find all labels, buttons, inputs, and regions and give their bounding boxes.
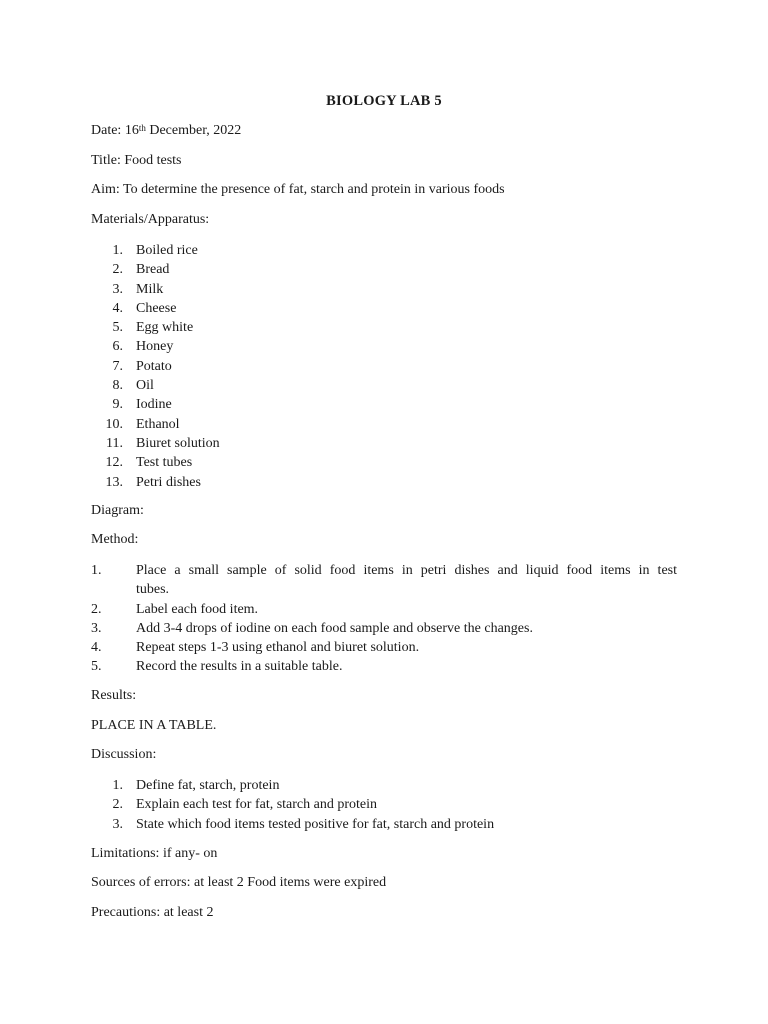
diagram-heading: Diagram:	[91, 503, 144, 518]
list-item-number: 3.	[112, 816, 123, 832]
list-item	[91, 376, 691, 395]
date-suffix: December, 2022	[145, 123, 242, 138]
date-prefix: Date: 16	[91, 123, 139, 138]
list-item-text: Ethanol	[136, 416, 180, 432]
list-item-number: 6.	[112, 339, 123, 355]
list-item	[91, 299, 691, 318]
list-item-text: Define fat, starch, protein	[136, 778, 280, 793]
date-line	[91, 122, 241, 140]
method-step-number: 2.	[91, 601, 102, 617]
list-item-text: Honey	[136, 339, 174, 355]
list-item-number: 4.	[112, 300, 123, 316]
document-title: BIOLOGY LAB 5	[326, 93, 442, 109]
list-item	[91, 415, 691, 434]
aim-line: Aim: To determine the presence of fat, starch and protein in various foods	[91, 182, 505, 197]
list-item-number: 8.	[112, 378, 123, 394]
list-item-text: Biuret solution	[136, 435, 220, 451]
list-item-text: Bread	[136, 262, 170, 278]
list-item-number: 11.	[106, 435, 123, 451]
list-item-text: Iodine	[136, 397, 172, 413]
method-step-number: 1.	[91, 563, 102, 578]
date-superscript: th	[138, 123, 146, 133]
list-item-text: Explain each test for fat, starch and protein	[136, 797, 378, 813]
list-item	[91, 434, 691, 453]
method-step-number: 3.	[91, 620, 102, 636]
list-item	[91, 453, 691, 472]
results-note: PLACE IN A TABLE.	[91, 718, 217, 733]
method-step-number: 5.	[91, 659, 102, 675]
list-item-number: 2.	[112, 262, 123, 278]
list-item-number: 3.	[112, 281, 123, 297]
list-item	[91, 280, 691, 299]
method-step-text: Repeat steps 1-3 using ethanol and biuret solution.	[136, 640, 420, 656]
method-step-text: Record the results in a suitable table.	[136, 659, 343, 675]
materials-heading: Materials/Apparatus:	[91, 212, 210, 227]
list-item-number: 1.	[112, 243, 123, 258]
list-item	[91, 395, 691, 414]
discussion-list	[91, 776, 691, 834]
limitations-line: Limitations: if any- on	[91, 846, 218, 861]
method-step	[91, 657, 681, 676]
list-item-number: 5.	[112, 320, 123, 336]
list-item-text: Boiled rice	[136, 243, 198, 258]
list-item	[91, 815, 691, 834]
method-list	[91, 561, 681, 677]
list-item-number: 1.	[112, 778, 123, 793]
list-item-number: 9.	[112, 397, 123, 413]
method-step-number: 4.	[91, 640, 102, 656]
method-step	[91, 600, 681, 619]
method-step	[91, 619, 681, 638]
list-item-text: State which food items tested positive for fat, starch and protein	[136, 816, 495, 832]
method-step-text: Add 3-4 drops of iodine on each food sample and observe the changes.	[136, 620, 533, 636]
list-item-text: Cheese	[136, 300, 177, 316]
materials-list	[91, 241, 691, 492]
list-item	[91, 318, 691, 337]
discussion-heading: Discussion:	[91, 747, 157, 762]
list-item-text: Egg white	[136, 320, 194, 336]
list-item	[91, 795, 691, 814]
list-item-number: 13.	[105, 474, 123, 490]
list-item-text: Petri dishes	[136, 474, 201, 490]
title-line: Title: Food tests	[91, 153, 182, 168]
list-item-text: Oil	[136, 378, 154, 394]
list-item-number: 2.	[112, 797, 123, 813]
method-heading: Method:	[91, 532, 139, 547]
list-item	[91, 241, 691, 260]
list-item-number: 10.	[105, 416, 123, 432]
method-step-text-continued: tubes.	[136, 582, 170, 598]
results-heading: Results:	[91, 688, 137, 703]
list-item-number: 7.	[112, 358, 123, 374]
method-step-text: Place a small sample of solid food items in petri dishes and liquid food items in test	[136, 563, 677, 578]
list-item-text: Milk	[136, 281, 164, 297]
precautions-line: Precautions: at least 2	[91, 905, 214, 920]
method-step-text: Label each food item.	[136, 601, 259, 617]
list-item-text: Potato	[136, 358, 172, 374]
list-item	[91, 473, 691, 492]
sources-of-errors-line: Sources of errors: at least 2 Food items were expired	[91, 875, 387, 890]
list-item	[91, 357, 691, 376]
list-item-number: 12.	[105, 455, 123, 471]
list-item	[91, 260, 691, 279]
list-item	[91, 337, 691, 356]
method-step	[91, 561, 681, 600]
list-item	[91, 776, 691, 795]
list-item-text: Test tubes	[136, 455, 193, 471]
method-step	[91, 638, 681, 657]
